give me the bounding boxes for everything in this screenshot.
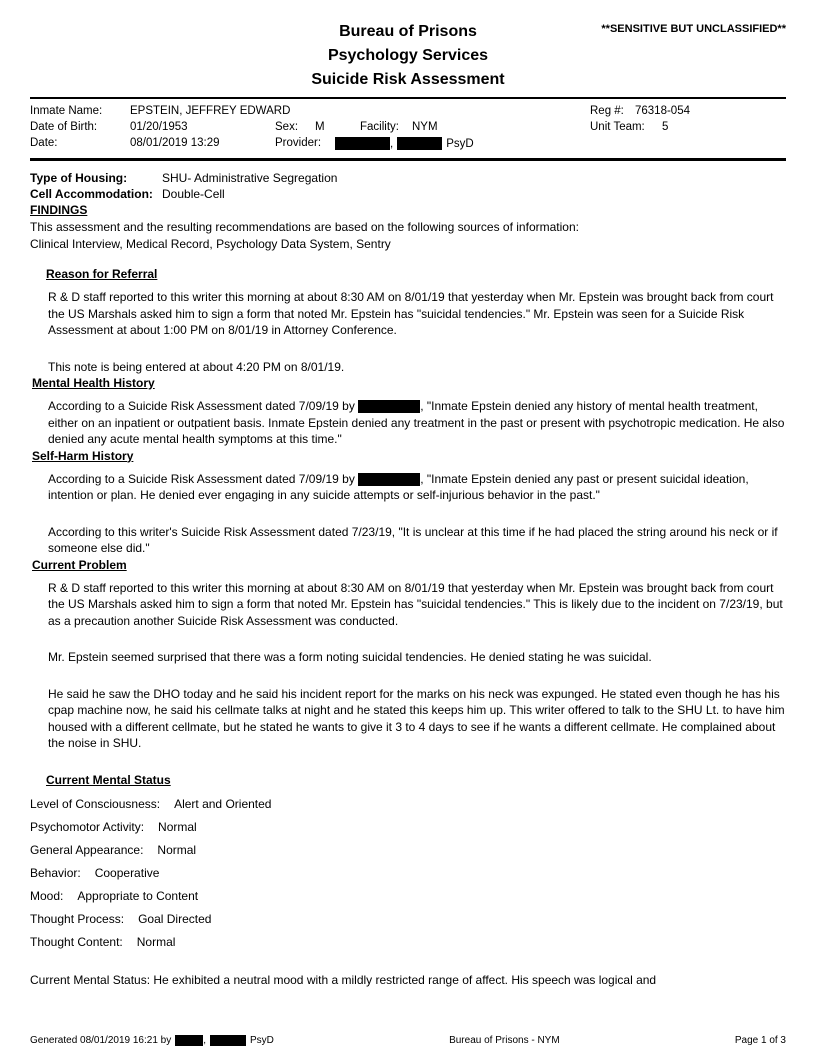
housing-type-row — [30, 170, 786, 186]
redaction-box — [397, 137, 442, 150]
dob-value: 01/20/1953 — [130, 121, 188, 133]
mental-status-field — [30, 935, 786, 958]
org-title: Bureau of Prisons — [339, 23, 477, 40]
date-value: 08/01/2019 13:29 — [130, 137, 220, 149]
document-title: Suicide Risk Assessment — [311, 71, 505, 88]
field-value: Goal Directed — [138, 911, 212, 926]
sex-value: M — [315, 121, 325, 133]
paragraph-text: , "Inmate Epstein denied any history of mental health treatment, either on an inpatient or outpatient basis. Inmate Epstein denied any treatment in the past or present with psychotropic medication. He also denied any acute mental health symptoms at this time." — [48, 399, 785, 446]
classification-banner: **SENSITIVE BUT UNCLASSIFIED** — [601, 23, 786, 35]
paragraph: According to this writer's Suicide Risk Assessment dated 7/23/19, "It is unclear at this time if he had placed the string around his neck or if someone else did." — [48, 524, 778, 555]
field-value: Normal — [136, 934, 176, 949]
housing-type-value: SHU- Administrative Segregation — [162, 171, 338, 185]
reg-number-value: 76318-054 — [635, 105, 690, 117]
cell-accommodation-label: Cell Accommodation: — [30, 187, 153, 201]
paragraph — [48, 471, 786, 504]
sex-label: Sex: — [275, 121, 299, 133]
housing-type-label: Type of Housing: — [30, 171, 128, 185]
cell-accommodation-value: Double-Cell — [162, 187, 225, 201]
housing-block — [30, 170, 786, 202]
redaction-box — [358, 473, 420, 486]
mental-status-field — [30, 820, 786, 843]
date-label: Date: — [30, 137, 58, 149]
paragraph: R & D staff reported to this writer this morning at about 8:30 AM on 8/01/19 that yesterday when Mr. Epstein was brought back from court the US Marshals asked him to sign a form that noted Mr. Epstein has "suicidal tendencies." Mr. Epstein was seen for a Suicide Risk Assessment at about 1:00 PM on 8/01/19 in Attorney Conference. — [48, 290, 774, 337]
field-value: Normal — [158, 819, 197, 834]
field-label: Thought Process: — [30, 911, 125, 926]
findings-heading: FINDINGS — [30, 203, 88, 217]
facility-value: NYM — [412, 121, 438, 133]
field-label: Behavior: — [30, 865, 81, 880]
inmate-name-label: Inmate Name: — [30, 105, 103, 117]
generated-separator: , — [203, 1035, 207, 1046]
section-heading: Reason for Referral — [46, 267, 158, 281]
footer-generated — [30, 1035, 274, 1046]
footer-page-number: Page 1 of 3 — [734, 1035, 786, 1046]
mental-status-fields — [30, 797, 786, 958]
section-heading: Current Problem — [32, 557, 127, 572]
info-divider — [30, 158, 786, 161]
provider-separator: , — [390, 138, 394, 150]
provider-value — [335, 137, 474, 150]
field-label: Level of Consciousness: — [30, 796, 161, 811]
generated-credential: PsyD — [250, 1035, 274, 1046]
paragraph-text: According to a Suicide Risk Assessment dated 7/09/19 by — [48, 471, 355, 486]
section-heading: Current Mental Status — [46, 772, 171, 787]
findings-intro-line2: Clinical Interview, Medical Record, Psychology Data System, Sentry — [30, 236, 391, 251]
paragraph: This note is being entered at about 4:20 PM on 8/01/19. — [48, 359, 345, 374]
section-current-mental-status — [30, 772, 786, 989]
footer-facility: Bureau of Prisons - NYM — [449, 1035, 560, 1046]
page-footer — [30, 1035, 786, 1046]
paragraph-text: , "Inmate Epstein denied any past or present suicidal ideation, intention or plan. He denied ever engaging in any suicide attempts or self-injurious behavior in the past." — [48, 471, 749, 502]
reg-number-label: Reg #: — [590, 105, 624, 117]
field-label: General Appearance: — [30, 842, 144, 857]
section-self-harm-history — [30, 448, 786, 557]
redaction-box — [335, 137, 390, 150]
mental-status-field — [30, 843, 786, 866]
section-current-problem — [30, 557, 786, 752]
findings-intro-line1: This assessment and the resulting recommendations are based on the following sources of information: — [30, 220, 579, 234]
field-label: Thought Content: — [30, 934, 123, 949]
redaction-box — [358, 400, 420, 413]
redaction-box — [175, 1035, 203, 1046]
provider-credential: PsyD — [446, 138, 474, 150]
mental-status-field — [30, 912, 786, 935]
field-value: Cooperative — [94, 865, 160, 880]
field-value: Normal — [157, 842, 197, 857]
mental-status-narrative: Current Mental Status: He exhibited a neutral mood with a mildly restricted range of affect. His speech was logical and — [30, 972, 657, 987]
inmate-info-block — [30, 99, 786, 158]
section-heading: Mental Health History — [32, 376, 155, 390]
unit-team-label: Unit Team: — [590, 121, 645, 133]
field-label: Mood: — [30, 888, 64, 903]
provider-label: Provider: — [275, 137, 322, 149]
facility-label: Facility: — [360, 121, 399, 133]
paragraph-text: According to a Suicide Risk Assessment dated 7/09/19 by — [48, 399, 355, 413]
unit-team-value: 5 — [662, 121, 669, 133]
section-mental-health-history — [30, 375, 786, 448]
info-row-3 — [30, 137, 786, 153]
mental-status-field — [30, 889, 786, 912]
paragraph: R & D staff reported to this writer this morning at about 8:30 AM on 8/01/19 that yesterday when Mr. Epstein was brought back from court the US Marshals asked him to sign a form that noted Mr. Epstein has "suicidal tendencies." This is likely due to the incident on 7/23/19, but as a precaution another Suicide Risk Assessment was conducted. — [48, 580, 783, 628]
info-row-2 — [30, 121, 786, 137]
inmate-name-value: EPSTEIN, JEFFREY EDWARD — [130, 105, 291, 117]
paragraph: Mr. Epstein seemed surprised that there was a form noting suicidal tendencies. He denied stating he was suicidal. — [48, 650, 652, 664]
info-row-1 — [30, 105, 786, 121]
dob-label: Date of Birth: — [30, 121, 98, 133]
paragraph: He said he saw the DHO today and he said his incident report for the marks on his neck was expunged. He stated even though he has his cpap machine now, he said his cellmate talks at night and he stated this keeps him up. This writer offered to talk to the SHU Lt. to have him housed with a different cellmate, but he stated he wants to give it 3 to 4 days to see if he wants a different cellmate. He complained about the noise in SHU. — [48, 686, 785, 750]
section-heading: Self-Harm History — [32, 448, 134, 463]
cell-accommodation-row — [30, 186, 786, 202]
document-header — [30, 20, 786, 92]
field-label: Psychomotor Activity: — [30, 819, 145, 834]
mental-status-field — [30, 866, 786, 889]
field-value: Appropriate to Content — [77, 888, 199, 903]
paragraph — [48, 398, 786, 448]
field-value: Alert and Oriented — [174, 796, 272, 811]
redaction-box — [210, 1035, 246, 1046]
department-title: Psychology Services — [327, 47, 489, 64]
generated-text: Generated 08/01/2019 16:21 by — [30, 1035, 172, 1046]
mental-status-field — [30, 797, 786, 820]
section-reason-for-referral — [30, 266, 786, 375]
